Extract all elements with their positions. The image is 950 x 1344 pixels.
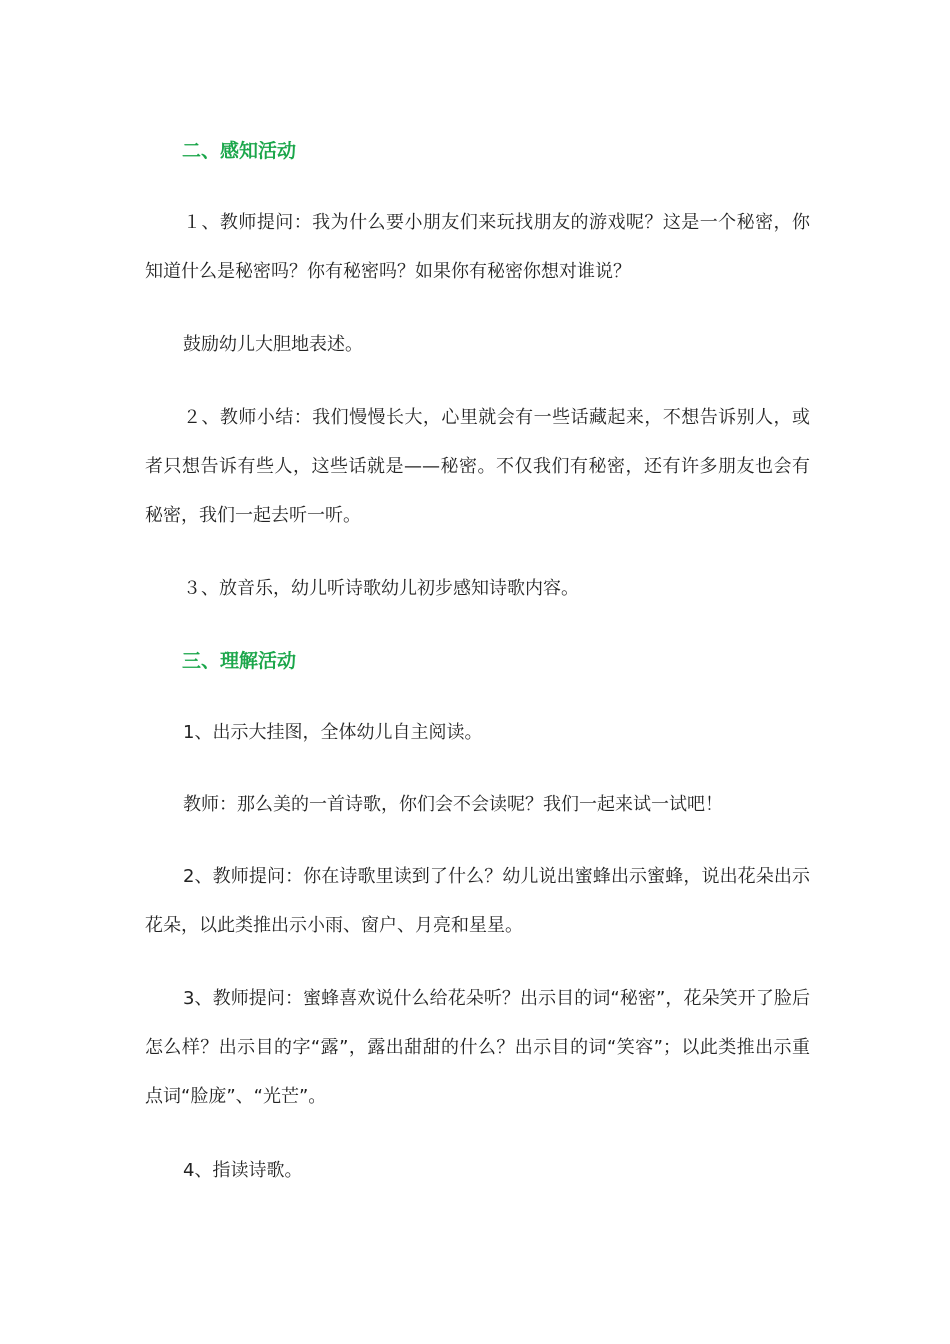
paragraph-teacher-invite: 教师：那么美的一首诗歌，你们会不会读呢？我们一起来试一试吧！ xyxy=(183,794,723,815)
section-heading-perception: 二、感知活动 xyxy=(182,140,297,162)
paragraph-teacher-question-3: 3、教师提问：蜜蜂喜欢说什么给花朵听？出示目的词“秘密”，花朵笑开了脸后怎么样？出示目的字“露”，露出甜甜的什么？出示目的词“笑容”；以此类推出示重点词“脸庞”、“光芒”。 xyxy=(145,988,810,1107)
paragraph-show-poster: 1、出示大挂图，全体幼儿自主阅读。 xyxy=(183,722,483,743)
paragraph-teacher-question-2: 2、教师提问：你在诗歌里读到了什么？幼儿说出蜜蜂出示蜜蜂，说出花朵出示花朵，以此类推出示小雨、窗户、月亮和星星。 xyxy=(145,866,810,936)
section-heading-understanding: 三、理解活动 xyxy=(182,650,297,672)
paragraph-teacher-summary: ２、教师小结：我们慢慢长大，心里就会有一些话藏起来，不想告诉别人，或者只想告诉有些人，这些话就是——秘密。不仅我们有秘密，还有许多朋友也会有秘密，我们一起去听一听。 xyxy=(145,407,810,526)
paragraph-play-music: ３、放音乐，幼儿听诗歌幼儿初步感知诗歌内容。 xyxy=(183,578,579,599)
paragraph-guided-reading: 4、指读诗歌。 xyxy=(183,1160,303,1181)
paragraph-encourage: 鼓励幼儿大胆地表述。 xyxy=(183,334,363,355)
paragraph-teacher-question-1: １、教师提问：我为什么要小朋友们来玩找朋友的游戏呢？这是一个秘密，你知道什么是秘密吗？你有秘密吗？如果你有秘密你想对谁说？ xyxy=(145,212,810,282)
